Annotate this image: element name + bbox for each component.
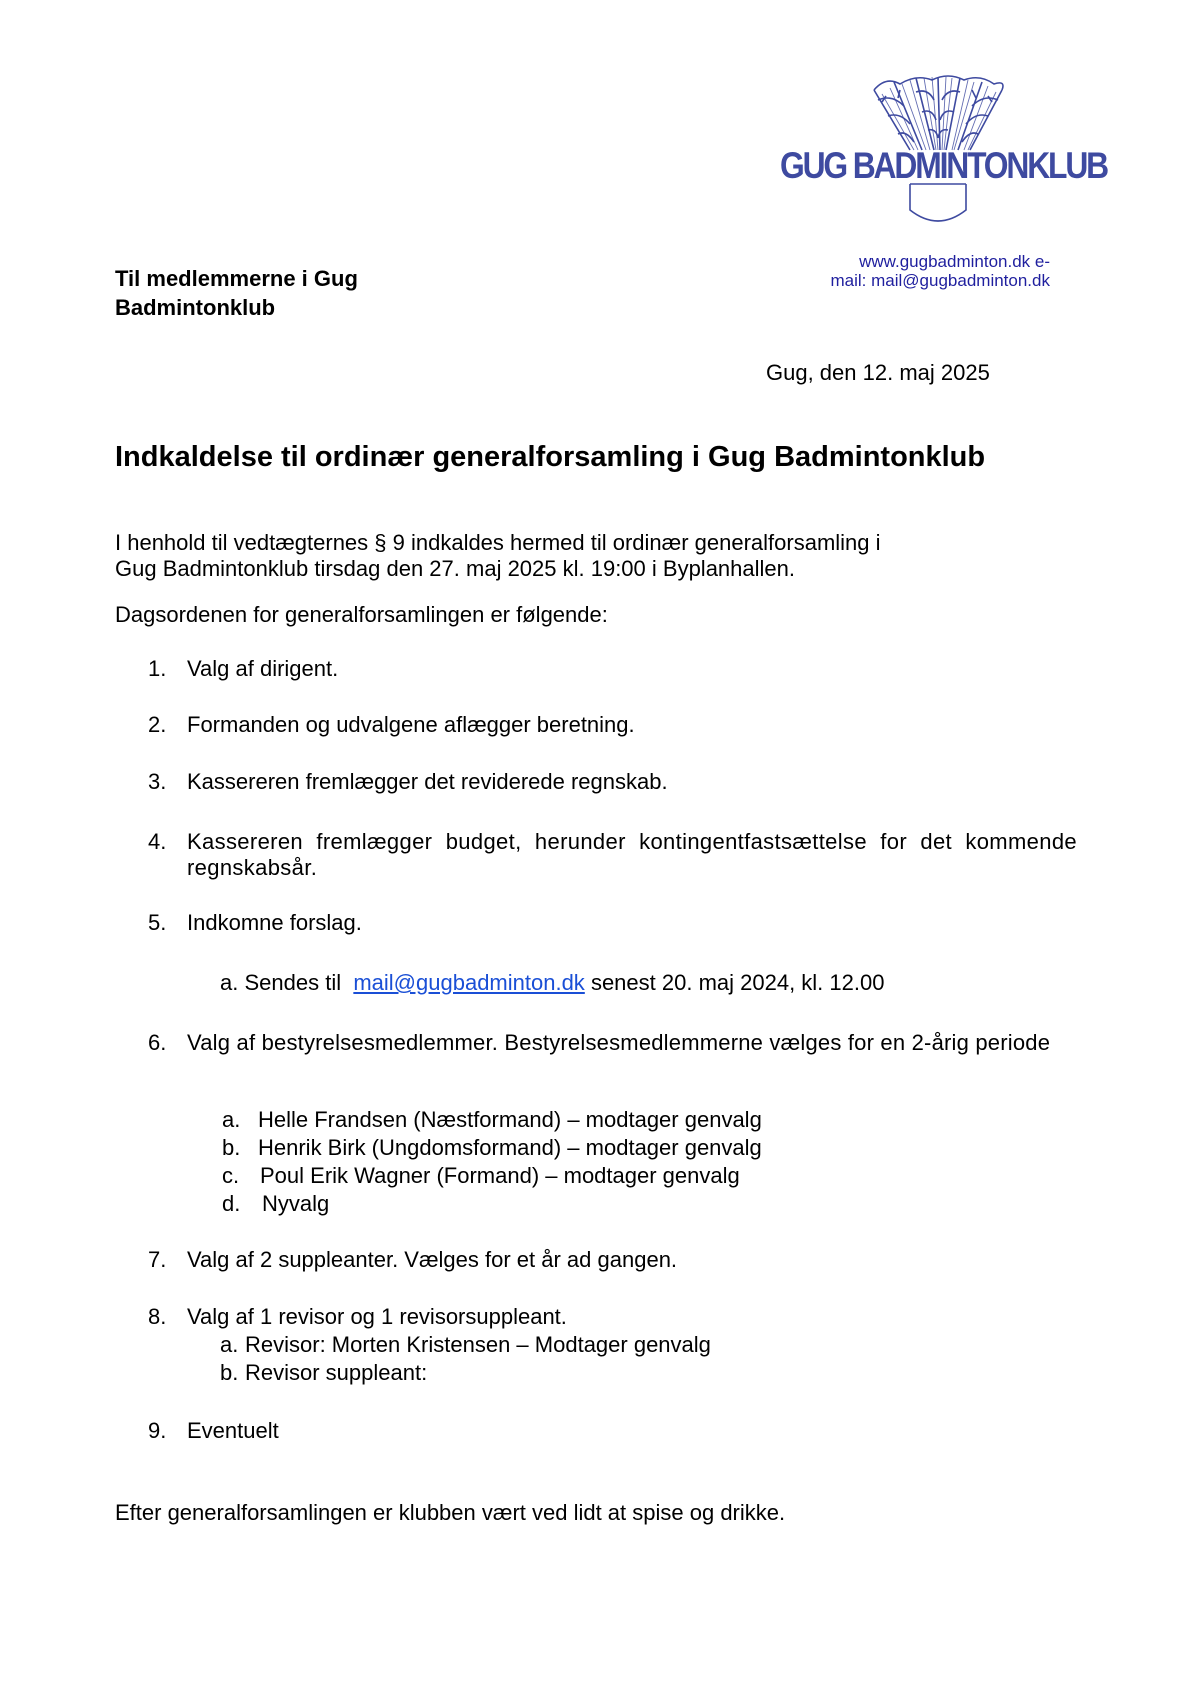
agenda-text: Valg af dirigent. [187,656,339,681]
agenda-text: Eventuelt [187,1418,279,1443]
subitem-text: senest 20. maj 2024, kl. 12.00 [590,970,885,995]
agenda-number: 7. [148,1247,167,1272]
subitem-text: Sendes til [244,970,342,995]
subitem-text: Revisor: Morten Kristensen – Modtager genvalg [245,1332,711,1357]
contact-line-email[interactable]: mail: mail@gugbadminton.dk [830,271,1050,290]
subitem-label: a. [220,1332,239,1357]
recipient-line: Til medlemmerne i Gug [115,266,358,291]
agenda-text: Valg af bestyrelsesmedlemmer. Bestyrelsesmedlemmerne vælges for en 2-årig periode [187,1030,1051,1055]
subitem-label: b. [222,1135,241,1160]
subitem-text: Helle Frandsen (Næstformand) – modtager genvalg [258,1107,762,1132]
agenda-subitem [222,1191,329,1217]
agenda-number: 4. [148,829,167,854]
subitem-text: Revisor suppleant: [245,1360,428,1385]
contact-info [770,252,1050,290]
agenda-subitem [222,1163,740,1189]
subitem-label: a. [220,970,239,995]
agenda-subitem [220,1332,711,1358]
subitem-label: a. [222,1107,241,1132]
agenda-text: Kassereren fremlægger det reviderede regnskab. [187,769,668,794]
document-title: Indkaldelse til ordinær generalforsamling i Gug Badmintonklub [115,441,986,473]
club-logo-text: GUG BADMINTONKLUB [780,145,1108,186]
agenda-number: 6. [148,1030,167,1055]
agenda-number: 5. [148,910,167,935]
agenda-text: Formanden og udvalgene aflægger beretning. [187,712,635,737]
agenda-number: 2. [148,712,167,737]
intro-line: Gug Badmintonklub tirsdag den 27. maj 2025 kl. 19:00 i Byplanhallen. [115,556,795,581]
agenda-intro: Dagsordenen for generalforsamlingen er følgende: [115,602,608,627]
contact-line-website[interactable]: www.gugbadminton.dk e- [859,252,1050,271]
agenda-subitem [222,1135,762,1161]
agenda-subitem [220,1360,427,1386]
subitem-text: Henrik Birk (Ungdomsformand) – modtager genvalg [258,1135,762,1160]
letter-date: Gug, den 12. maj 2025 [766,360,990,385]
agenda-number: 9. [148,1418,167,1443]
agenda-text: Valg af 2 suppleanter. Vælges for et år ad gangen. [187,1247,678,1272]
closing-paragraph: Efter generalforsamlingen er klubben vært ved lidt at spise og drikke. [115,1500,786,1525]
subitem-label: d. [222,1191,241,1216]
agenda-text: Valg af 1 revisor og 1 revisorsuppleant. [187,1304,567,1329]
intro-paragraph [115,530,1075,582]
intro-line: I henhold til vedtægternes § 9 indkaldes hermed til ordinær generalforsamling i [115,530,881,555]
agenda-subitem [220,970,884,996]
agenda-text: Kassereren fremlægger budget, herunder kontingentfastsættelse for det kommende regnskabsår. [187,829,1077,880]
agenda-number: 3. [148,769,167,794]
agenda-text: Indkomne forslag. [187,910,362,935]
subitem-label: b. [220,1360,239,1385]
agenda-number: 1. [148,656,167,681]
agenda-number: 8. [148,1304,167,1329]
recipient-block [115,264,358,322]
subitem-text: Poul Erik Wagner (Formand) – modtager genvalg [260,1163,740,1188]
recipient-line: Badmintonklub [115,295,276,320]
email-link[interactable]: mail@gugbadminton.dk [353,970,585,995]
agenda-subitem [222,1107,762,1133]
subitem-label: c. [222,1163,240,1188]
subitem-text: Nyvalg [262,1191,330,1216]
